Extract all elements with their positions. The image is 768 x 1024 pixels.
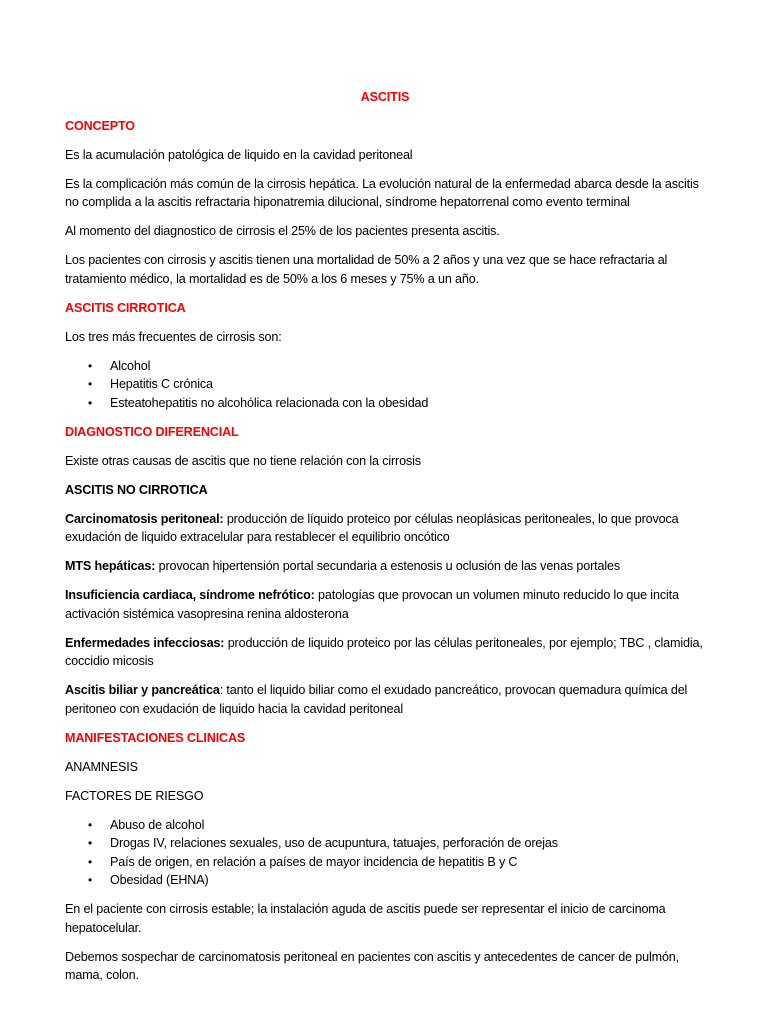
bullet-icon: • (88, 395, 93, 410)
list-item (65, 816, 705, 835)
bullet-icon: • (88, 817, 93, 832)
bullet-icon: • (88, 873, 93, 887)
definition-paragraph (65, 557, 705, 576)
paragraph: Existe otras causas de ascitis que no tiene relación con la cirrosis (65, 453, 421, 468)
definition-term: Carcinomatosis peritoneal: (65, 511, 224, 526)
definition-text: provocan hipertensión portal secundaria a estenosis u oclusión de las venas portales (155, 559, 620, 573)
list-item-text: Hepatitis C crónica (110, 377, 213, 391)
list-item-text: Drogas IV, relaciones sexuales, uso de acupuntura, tatuajes, perforación de orejas (110, 836, 558, 850)
document-body (65, 88, 705, 995)
list-item-text: Abuso de alcohol (110, 817, 205, 832)
definition-term: Insuficiencia cardiaca, síndrome nefrótico: (65, 588, 315, 602)
subheading-factores-de-riesgo: FACTORES DE RIESGO (65, 788, 204, 803)
document-title: ASCITIS (360, 90, 410, 104)
list-item (65, 834, 705, 853)
list-item (65, 375, 705, 394)
definition-text: patologías que provocan un volumen minuto reducido lo que incita activación sistémica vasopresina renina aldosterona (65, 588, 679, 621)
paragraph: Al momento del diagnostico de cirrosis el 25% de los pacientes presenta ascitis. (65, 224, 500, 238)
paragraph: Debemos sospechar de carcinomatosis peritoneal en pacientes con ascitis y antecedentes de cancer de pulmón, mama, colon. (65, 949, 680, 982)
list-item-text: Obesidad (EHNA) (110, 873, 209, 887)
list-item-text: País de origen, en relación a países de mayor incidencia de hepatitis B y C (110, 854, 518, 869)
definition-term: MTS hepáticas: (65, 559, 156, 573)
definition-text: producción de líquido proteico por células neoplásicas peritoneales, lo que provoca exudación de liquido extracelular para restablecer el equilibrio oncótico (65, 511, 679, 544)
definition-term: Ascitis biliar y pancreática (65, 683, 220, 697)
list-item (65, 853, 705, 872)
list-item-text: Esteatohepatitis no alcohólica relacionada con la obesidad (110, 395, 429, 410)
bullet-icon: • (88, 836, 93, 850)
bullet-icon: • (88, 377, 93, 391)
bullet-list-risk-factors (65, 816, 705, 890)
paragraph: Es la complicación más común de la cirrosis hepática. La evolución natural de la enfermedad abarca desde la ascitis no complida a la ascitis refractaria hiponatremia dilucional, síndrome hepatorrenal como evento terminal (65, 176, 699, 209)
bullet-list-causes (65, 357, 705, 413)
bullet-icon: • (88, 358, 93, 373)
paragraph: Es la acumulación patológica de liquido en la cavidad peritoneal (65, 147, 413, 162)
definition-text: producción de liquido proteico por las células peritoneales, por ejemplo; TBC , clamidia, coccidio micosis (65, 635, 703, 668)
paragraph: En el paciente con cirrosis estable; la instalación aguda de ascitis puede ser representar el inicio de carcinoma hepatocelular. (65, 902, 666, 935)
definition-paragraph (65, 510, 705, 547)
definition-text: : tanto el liquido biliar como el exudado pancreático, provocan quemadura química del peritoneo con exudación de liquido hacia la cavidad peritoneal (65, 683, 688, 716)
paragraph: Los pacientes con cirrosis y ascitis tienen una mortalidad de 50% a 2 años y una vez que se hace refractaria al tratamiento médico, la mortalidad es de 50% a los 6 meses y 75% a un año. (65, 253, 668, 286)
list-item-text: Alcohol (110, 358, 151, 373)
heading-ascitis-cirrotica: ASCITIS CIRROTICA (65, 300, 186, 315)
heading-manifestaciones-clinicas: MANIFESTACIONES CLINICAS (65, 730, 246, 745)
bullet-icon: • (88, 854, 93, 869)
heading-concepto: CONCEPTO (65, 118, 135, 133)
definition-paragraph (65, 681, 705, 718)
definition-term: Enfermedades infecciosas: (65, 635, 225, 650)
definition-paragraph (65, 634, 705, 671)
paragraph: Los tres más frecuentes de cirrosis son: (65, 329, 282, 344)
list-item (65, 394, 705, 413)
list-item (65, 357, 705, 376)
definition-paragraph (65, 586, 705, 623)
heading-ascitis-no-cirrotica: ASCITIS NO CIRROTICA (65, 482, 208, 497)
subheading-anamnesis: ANAMNESIS (65, 759, 138, 774)
heading-diagnostico-diferencial: DIAGNOSTICO DIFERENCIAL (65, 424, 239, 439)
list-item (65, 871, 705, 890)
